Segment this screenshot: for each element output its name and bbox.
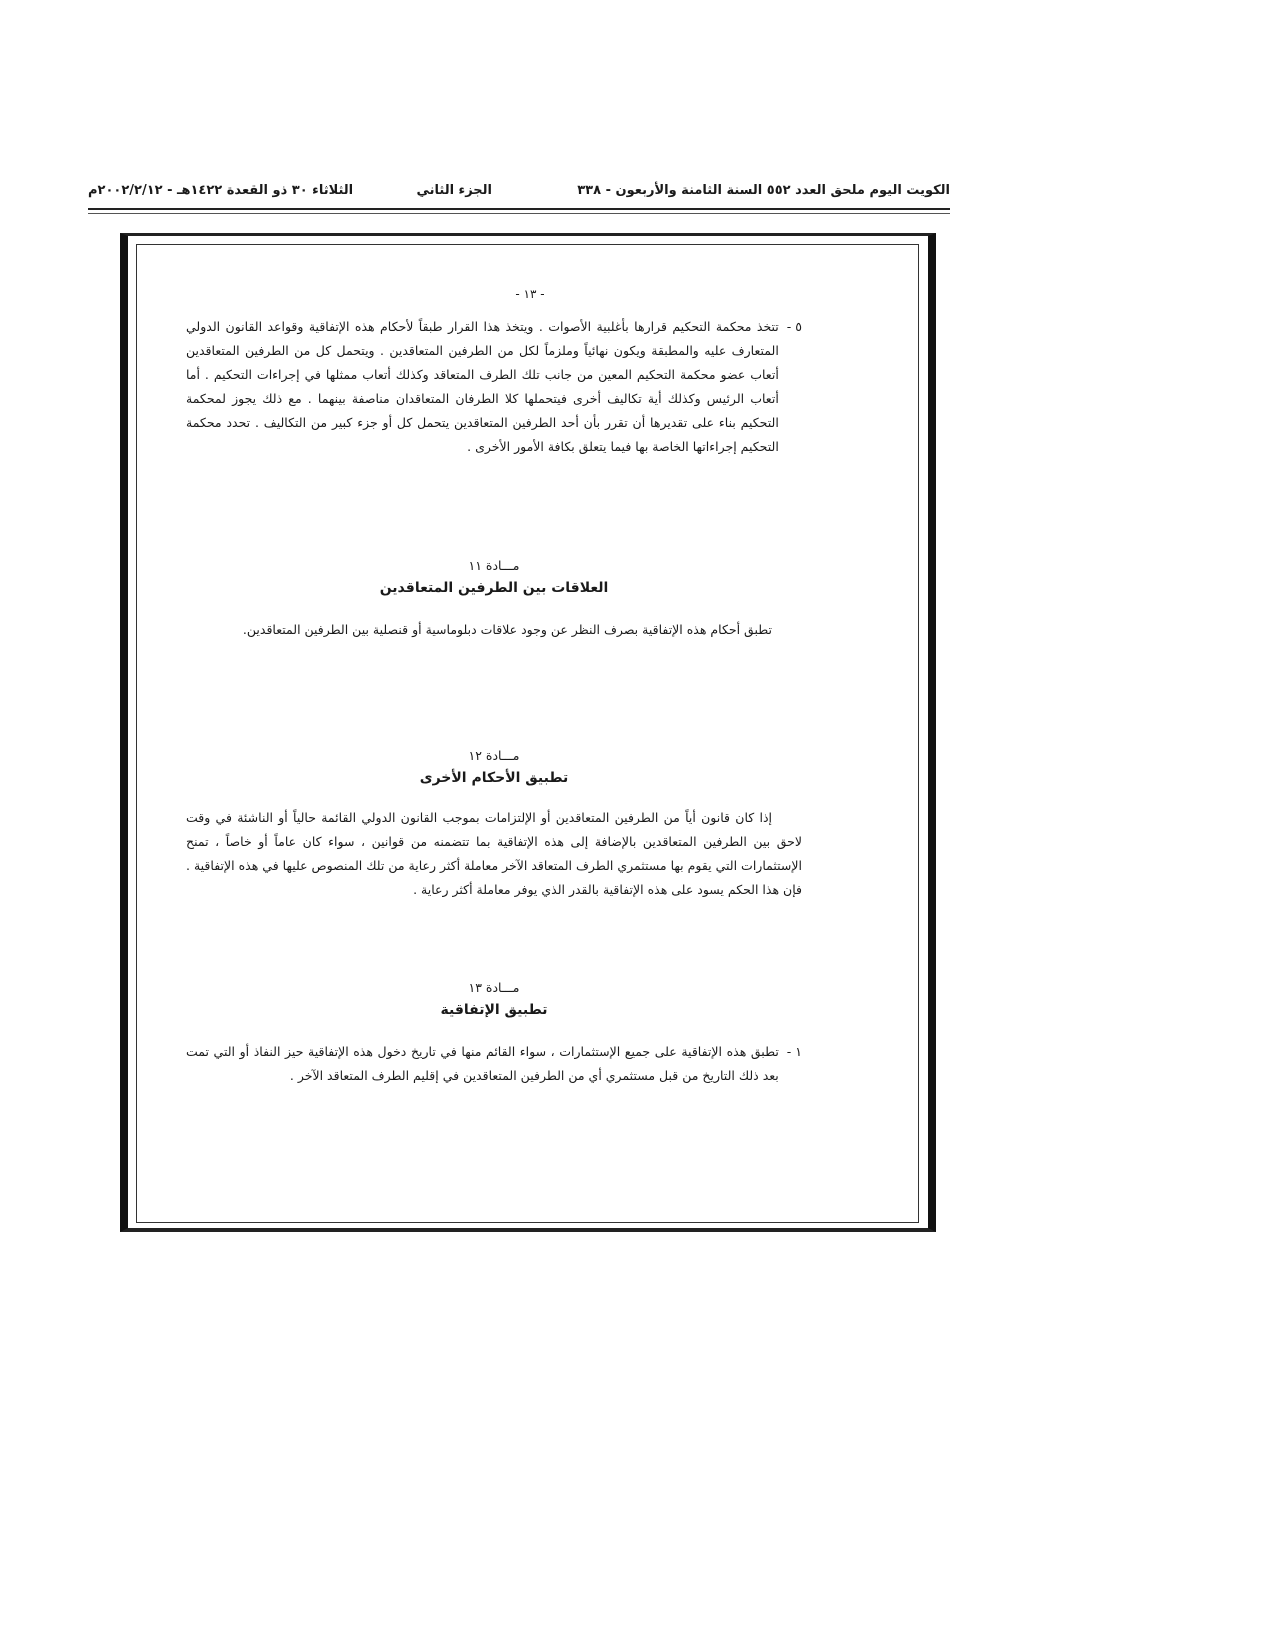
gazette-header bbox=[88, 183, 950, 205]
article-11-title: العلاقات بين الطرفين المتعاقدين bbox=[379, 580, 609, 596]
clause-5 bbox=[186, 315, 802, 459]
article-13-title: تطبيق الإتفاقية bbox=[440, 1002, 548, 1018]
article-12-title: تطبيق الأحكام الأخرى bbox=[419, 770, 569, 786]
article-11-text: تطبق أحكام هذه الإتفاقية بصرف النظر عن وجود علاقات دبلوماسية أو قنصلية بين الطرفين المتعاقدين. bbox=[242, 622, 772, 637]
article-12-text: إذا كان قانون أياً من الطرفين المتعاقدين أو الإلتزامات بموجب القانون الدولي القائمة حالياً أو الناشئة في وقت لاحق بين الطرفين المتعاقدين بالإضافة إلى هذه الإتفاقية بما تتضمنه من قوانين ، سواء كان عاماً أو خاصاً ، تمنح الإستثمارات التي يقوم بها مستثمري الطرف المتعاقد الآخر معاملة أكثر رعاية من تلك المنصوص عليها في هذه الإتفاقية . فإن هذا الحكم يسود على هذه الإتفاقية بالقدر الذي يوفر معاملة أكثر رعاية . bbox=[186, 810, 802, 897]
gazette-part: الجزء الثاني bbox=[416, 183, 492, 198]
page-number: - ١٣ - bbox=[515, 287, 545, 301]
header-rule bbox=[88, 208, 950, 214]
article-13-clause-1-text: تطبق هذه الإتفاقية على جميع الإستثمارات ، سواء القائم منها في تاريخ دخول هذه الإتفاقية حيز النفاذ أو التي تمت بعد ذلك التاريخ من قبل مستثمري أي من الطرفين المتعاقدين في إقليم الطرف المتعاقد الآخر . bbox=[186, 1044, 779, 1083]
clause-5-number: ٥ - bbox=[786, 319, 802, 334]
article-13-clause-1 bbox=[186, 1040, 802, 1088]
gazette-title: الكويت اليوم ملحق العدد ٥٥٢ السنة الثامنة والأربعون - ٣٣٨ bbox=[577, 183, 950, 198]
article-13-clause-1-number: ١ - bbox=[786, 1044, 802, 1059]
gazette-date: الثلاثاء ٣٠ ذو القعدة ١٤٢٢هـ - ٢٠٠٢/٢/١٢م bbox=[88, 183, 354, 198]
article-13-label: مـــادة ١٣ bbox=[468, 980, 520, 995]
clause-5-text: تتخذ محكمة التحكيم قرارها بأغلبية الأصوات . ويتخذ هذا القرار طبقاً لأحكام هذه الإتفاقية وقواعد القانون الدولي المتعارف عليه والمطبقة ويكون نهائياً وملزماً لكل من الطرفين المتعاقدين . ويتحمل كل من الطرفين المتعاقدين أتعاب عضو محكمة التحكيم المعين من جانب تلك الطرف المتعاقد وكذلك أتعاب ممثلها في إجراءات التحكيم . أما أتعاب الرئيس وكذلك أية تكاليف أخرى فيتحملها كلا الطرفان المتعاقدان مناصفة بينهما . مع ذلك يجوز لمحكمة التحكيم بناء على تقديرها أن تقرر بأن أحد الطرفين المتعاقدين يتحمل كل أو جزء كبير من التكاليف . تحدد محكمة التحكيم إجراءاتها الخاصة بها فيما يتعلق بكافة الأمور الأخرى . bbox=[186, 319, 779, 454]
article-12-label: مـــادة ١٢ bbox=[468, 748, 520, 763]
article-11-label: مـــادة ١١ bbox=[468, 558, 520, 573]
